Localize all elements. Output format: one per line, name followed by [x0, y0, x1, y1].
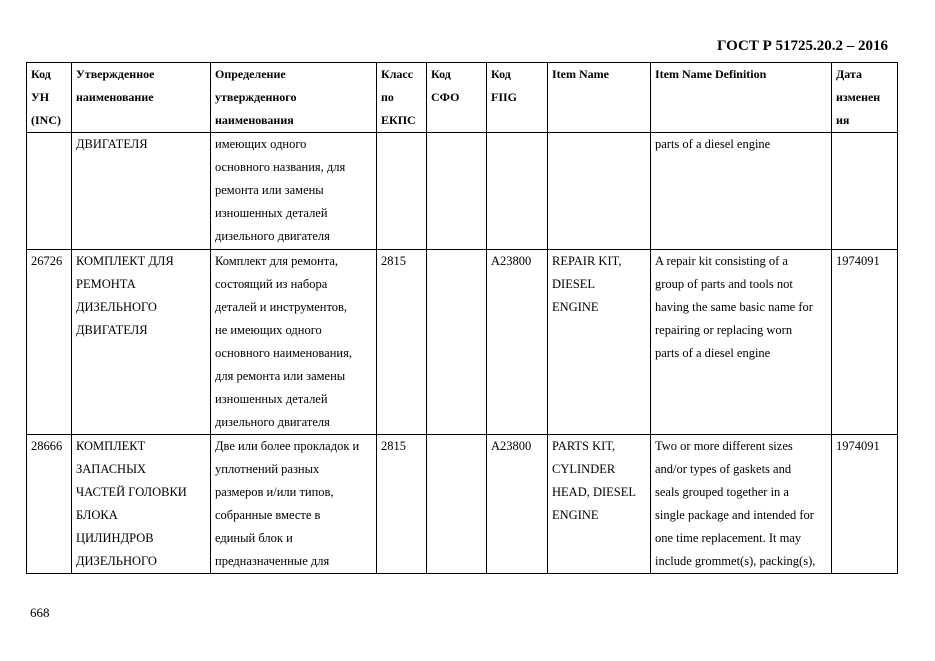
cell-line: group of parts and tools not: [655, 277, 793, 291]
cell-line: 2815: [381, 439, 406, 453]
cell-line: seals grouped together in a: [655, 485, 789, 499]
cell-line: имеющих одного: [215, 137, 307, 151]
cell-definition: [211, 250, 377, 435]
cell-line: A repair kit consisting of a: [655, 254, 788, 268]
cell-line: БЛОКА: [76, 508, 118, 522]
cell-line: ENGINE: [552, 508, 599, 522]
cell-line: one time replacement. It may: [655, 531, 802, 545]
cell-line: изношенных деталей: [215, 392, 328, 406]
cell-line: дизельного двигателя: [215, 415, 330, 429]
cell-line: ремонта или замены: [215, 183, 324, 197]
cell-line: КОМПЛЕКТ ДЛЯ: [76, 254, 174, 268]
cell-line: Item Name Definition: [655, 67, 767, 81]
cell-line: HEAD, DIESEL: [552, 485, 637, 499]
cell-definition: [211, 435, 377, 574]
cell-fiig-code: [487, 133, 548, 250]
cell-line: предназначенные для: [215, 554, 330, 568]
cell-line: основного названия, для: [215, 160, 346, 174]
cell-line: СФО: [431, 90, 460, 104]
header-ekps-class: [377, 63, 427, 133]
cell-line: Две или более прокладок и: [215, 439, 360, 453]
cell-line: Дата: [836, 67, 862, 81]
cell-line: Код: [31, 67, 51, 81]
header-row: [27, 63, 898, 133]
cell-line: ЕКПС: [381, 113, 416, 127]
cell-approved-name: [72, 435, 211, 574]
cell-change-date: [832, 250, 898, 435]
cell-line: FIIG: [491, 90, 518, 104]
cell-line: Код: [431, 67, 451, 81]
cell-line: and/or types of gaskets and: [655, 462, 792, 476]
cell-ekps-class: [377, 250, 427, 435]
cell-line: ЗАПАСНЫХ: [76, 462, 147, 476]
cell-line: не имеющих одного: [215, 323, 322, 337]
cell-sfo-code: [427, 250, 487, 435]
cell-line: Item Name: [552, 67, 609, 81]
cell-line: деталей и инструментов,: [215, 300, 348, 314]
cell-item-name-definition: [651, 435, 832, 574]
cell-code-un: [27, 250, 72, 435]
cell-line: 1974091: [836, 254, 880, 268]
cell-line: ия: [836, 113, 850, 127]
cell-line: include grommet(s), packing(s),: [655, 554, 816, 568]
table-row: [27, 435, 898, 574]
cell-item-name-definition: [651, 250, 832, 435]
cell-change-date: [832, 435, 898, 574]
document-title: ГОСТ Р 51725.20.2 – 2016: [716, 38, 888, 54]
cell-line: Комплект для ремонта,: [215, 254, 339, 268]
cell-line: единый блок и: [215, 531, 293, 545]
cell-line: 26726: [31, 254, 63, 268]
cell-line: 1974091: [836, 439, 880, 453]
header-fiig-code: [487, 63, 548, 133]
cell-line: single package and intended for: [655, 508, 814, 522]
cell-line: repairing or replacing worn: [655, 323, 793, 337]
cell-line: ДВИГАТЕЛЯ: [76, 323, 148, 337]
cell-line: ДИЗЕЛЬНОГО: [76, 300, 157, 314]
header-change-date: [832, 63, 898, 133]
cell-line: КОМПЛЕКТ: [76, 439, 146, 453]
cell-line: ДВИГАТЕЛЯ: [76, 137, 148, 151]
cell-fiig-code: [487, 250, 548, 435]
cell-approved-name: [72, 133, 211, 250]
cell-line: Определение: [215, 67, 286, 81]
cell-line: размеров и/или типов,: [215, 485, 334, 499]
table-row: [27, 133, 898, 250]
cell-item-name: [548, 133, 651, 250]
cell-line: основного наименования,: [215, 346, 352, 360]
cell-line: ЦИЛИНДРОВ: [76, 531, 154, 545]
cell-line: A23800: [491, 254, 532, 268]
cell-line: 2815: [381, 254, 406, 268]
header-code-un: [27, 63, 72, 133]
cell-line: УН: [31, 90, 50, 104]
page-number: 668: [30, 605, 50, 620]
cell-ekps-class: [377, 435, 427, 574]
cell-line: уплотнений разных: [215, 462, 320, 476]
cell-definition: [211, 133, 377, 250]
cell-line: РЕМОНТА: [76, 277, 136, 291]
cell-line: PARTS KIT,: [552, 439, 616, 453]
cell-line: дизельного двигателя: [215, 229, 330, 243]
header-approved-name: [72, 63, 211, 133]
cell-line: наименования: [215, 113, 294, 127]
cell-line: CYLINDER: [552, 462, 616, 476]
header-item-name: [548, 63, 651, 133]
cell-line: Two or more different sizes: [655, 439, 793, 453]
table-row: [27, 250, 898, 435]
cell-line: 28666: [31, 439, 63, 453]
cell-line: ENGINE: [552, 300, 599, 314]
header-sfo-code: [427, 63, 487, 133]
cell-code-un: [27, 435, 72, 574]
cell-item-name: [548, 250, 651, 435]
cell-sfo-code: [427, 435, 487, 574]
cell-sfo-code: [427, 133, 487, 250]
cell-line: наименование: [76, 90, 154, 104]
header-definition: [211, 63, 377, 133]
cell-code-un: [27, 133, 72, 250]
header-item-name-definition: [651, 63, 832, 133]
cell-item-name-definition: [651, 133, 832, 250]
cell-line: изменен: [836, 90, 881, 104]
cell-line: REPAIR KIT,: [552, 254, 622, 268]
cell-line: состоящий из набора: [215, 277, 328, 291]
cell-line: ДИЗЕЛЬНОГО: [76, 554, 157, 568]
cell-line: parts of a diesel engine: [655, 346, 771, 360]
cell-line: для ремонта или замены: [215, 369, 346, 383]
cell-line: собранные вместе в: [215, 508, 321, 522]
cell-line: по: [381, 90, 394, 104]
cell-fiig-code: [487, 435, 548, 574]
cell-approved-name: [72, 250, 211, 435]
cell-line: утвержденного: [215, 90, 297, 104]
cell-line: (INC): [31, 113, 61, 127]
cell-line: Класс: [381, 67, 414, 81]
cell-line: A23800: [491, 439, 532, 453]
cell-line: Код: [491, 67, 511, 81]
cell-line: ЧАСТЕЙ ГОЛОВКИ: [76, 485, 187, 499]
cell-line: having the same basic name for: [655, 300, 813, 314]
cell-item-name: [548, 435, 651, 574]
cell-change-date: [832, 133, 898, 250]
cell-line: parts of a diesel engine: [655, 137, 771, 151]
cell-line: изношенных деталей: [215, 206, 328, 220]
cell-line: Утвержденное: [76, 67, 155, 81]
cell-ekps-class: [377, 133, 427, 250]
catalog-table: [26, 62, 898, 574]
cell-line: DIESEL: [552, 277, 596, 291]
